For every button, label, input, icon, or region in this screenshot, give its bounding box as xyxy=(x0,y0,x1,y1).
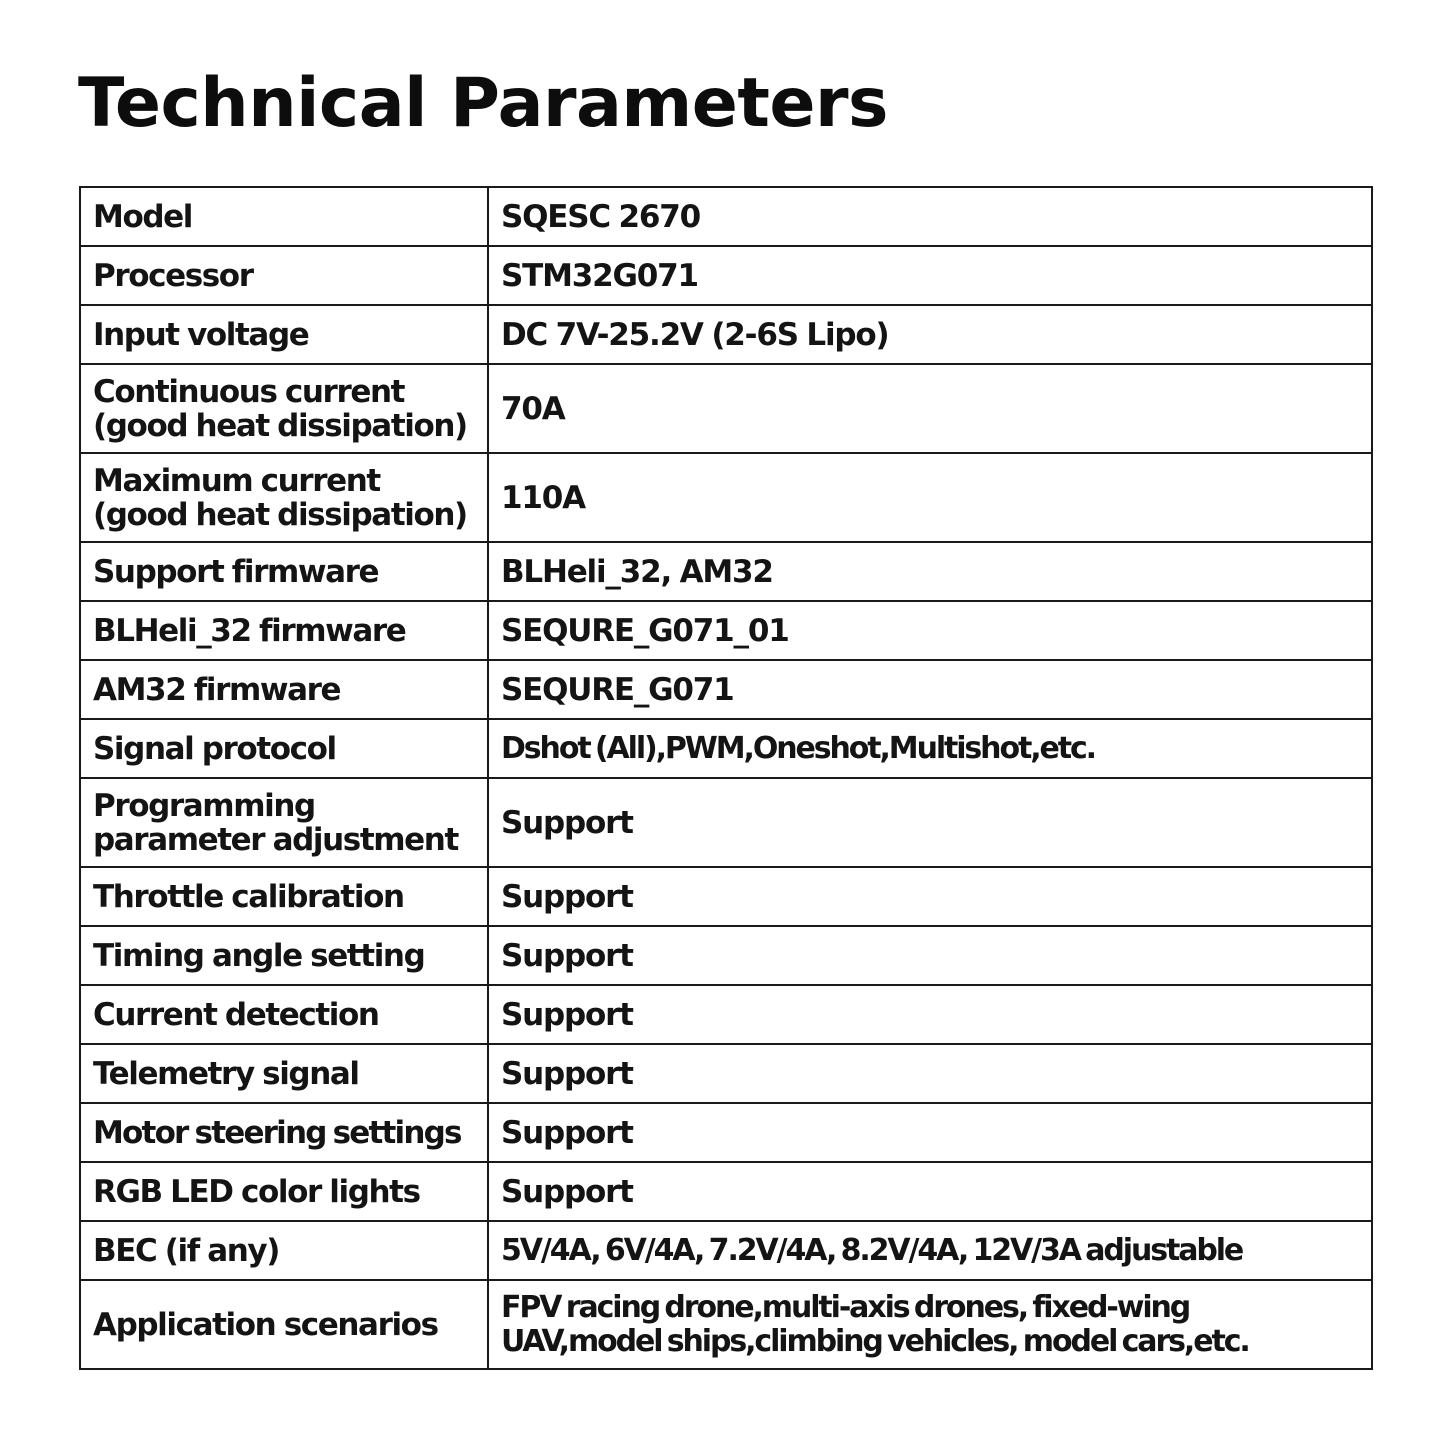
value-timing-angle: Support xyxy=(488,926,1372,985)
table-row-am32-firmware xyxy=(80,660,1372,719)
label-continuous-current: Continuous current (good heat dissipation) xyxy=(80,364,488,453)
value-throttle-calibration: Support xyxy=(488,867,1372,926)
value-current-detection: Support xyxy=(488,985,1372,1044)
value-application-scenarios: FPV racing drone,multi-axis drones, fixed-wing UAV,model ships,climbing vehicles, model cars,etc. xyxy=(488,1280,1372,1369)
value-model: SQESC 2670 xyxy=(488,187,1372,246)
value-signal-protocol: Dshot (All),PWM,Oneshot,Multishot,etc. xyxy=(488,719,1372,778)
table-row-throttle-calibration xyxy=(80,867,1372,926)
table-row-bec xyxy=(80,1221,1372,1280)
table-row-blheli-firmware xyxy=(80,601,1372,660)
value-support-firmware: BLHeli_32, AM32 xyxy=(488,542,1372,601)
table-row-current-detection xyxy=(80,985,1372,1044)
table-row-programming-parameter xyxy=(80,778,1372,867)
page-title: Technical Parameters xyxy=(78,64,889,143)
table-row-input-voltage xyxy=(80,305,1372,364)
table-row-maximum-current xyxy=(80,453,1372,542)
table-row-processor xyxy=(80,246,1372,305)
table-row-continuous-current xyxy=(80,364,1372,453)
table-row-signal-protocol xyxy=(80,719,1372,778)
label-am32-firmware: AM32 firmware xyxy=(80,660,488,719)
value-motor-steering: Support xyxy=(488,1103,1372,1162)
label-processor: Processor xyxy=(80,246,488,305)
label-bec: BEC (if any) xyxy=(80,1221,488,1280)
value-input-voltage: DC 7V-25.2V (2-6S Lipo) xyxy=(488,305,1372,364)
label-throttle-calibration: Throttle calibration xyxy=(80,867,488,926)
label-motor-steering: Motor steering settings xyxy=(80,1103,488,1162)
label-application-scenarios: Application scenarios xyxy=(80,1280,488,1369)
label-telemetry-signal: Telemetry signal xyxy=(80,1044,488,1103)
value-continuous-current: 70A xyxy=(488,364,1372,453)
value-am32-firmware: SEQURE_G071 xyxy=(488,660,1372,719)
table-row-support-firmware xyxy=(80,542,1372,601)
value-rgb-led: Support xyxy=(488,1162,1372,1221)
label-timing-angle: Timing angle setting xyxy=(80,926,488,985)
label-signal-protocol: Signal protocol xyxy=(80,719,488,778)
label-model: Model xyxy=(80,187,488,246)
value-programming-parameter: Support xyxy=(488,778,1372,867)
table-row-motor-steering xyxy=(80,1103,1372,1162)
label-input-voltage: Input voltage xyxy=(80,305,488,364)
label-programming-parameter: Programming parameter adjustment xyxy=(80,778,488,867)
value-processor: STM32G071 xyxy=(488,246,1372,305)
table-row-application-scenarios xyxy=(80,1280,1372,1369)
technical-parameters-table xyxy=(79,186,1373,1370)
label-blheli-firmware: BLHeli_32 firmware xyxy=(80,601,488,660)
table-row-rgb-led xyxy=(80,1162,1372,1221)
value-maximum-current: 110A xyxy=(488,453,1372,542)
value-telemetry-signal: Support xyxy=(488,1044,1372,1103)
label-maximum-current: Maximum current (good heat dissipation) xyxy=(80,453,488,542)
label-current-detection: Current detection xyxy=(80,985,488,1044)
table-row-telemetry-signal xyxy=(80,1044,1372,1103)
label-support-firmware: Support firmware xyxy=(80,542,488,601)
table-row-model xyxy=(80,187,1372,246)
value-bec: 5V/4A, 6V/4A, 7.2V/4A, 8.2V/4A, 12V/3A adjustable xyxy=(488,1221,1372,1280)
value-blheli-firmware: SEQURE_G071_01 xyxy=(488,601,1372,660)
table-row-timing-angle xyxy=(80,926,1372,985)
label-rgb-led: RGB LED color lights xyxy=(80,1162,488,1221)
